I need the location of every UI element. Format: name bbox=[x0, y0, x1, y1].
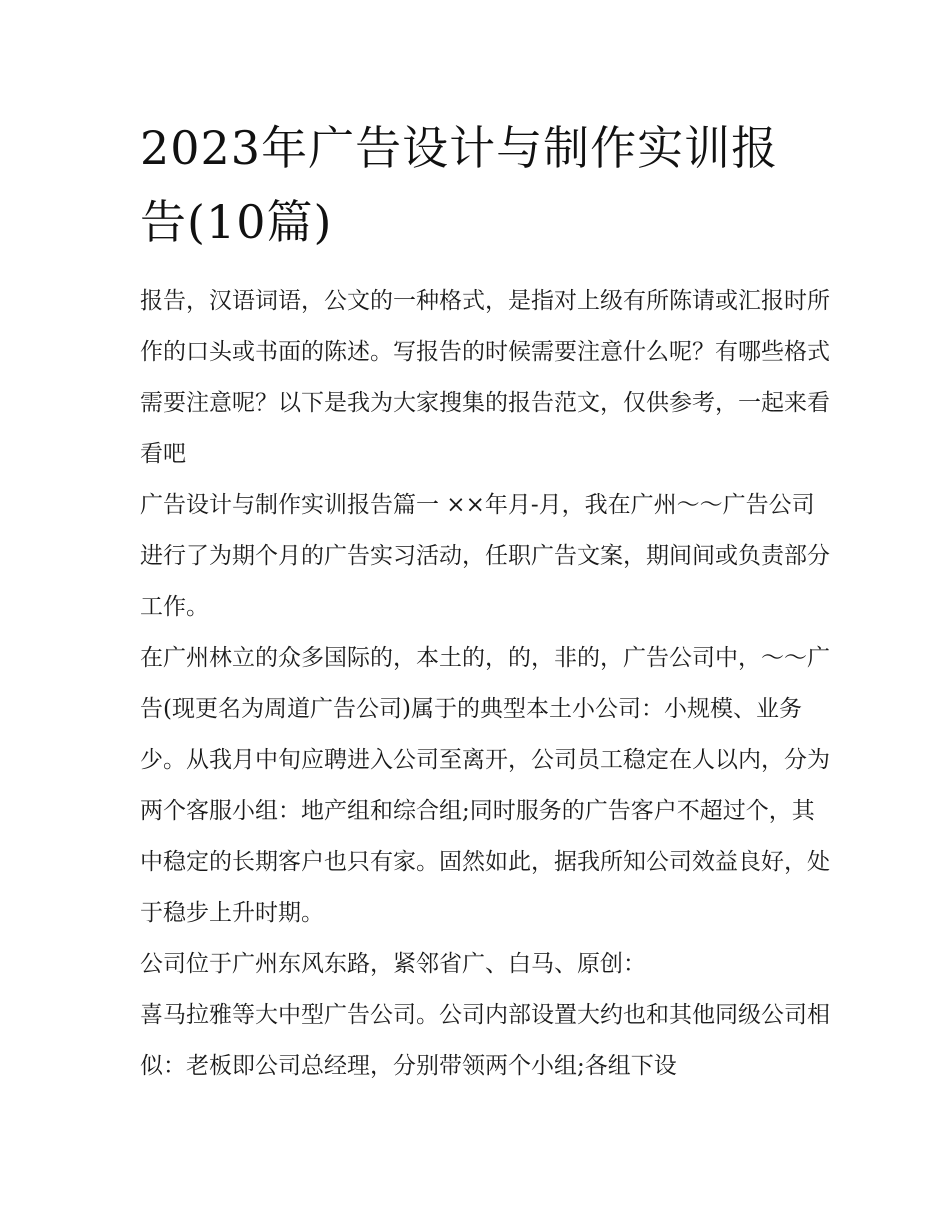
report-paragraph: 广告设计与制作实训报告篇一 ××年月-月，我在广州～～广告公司进行了为期个月的广告实习活动，任职广告文案，期间间或负责部分工作。 bbox=[140, 492, 830, 620]
report-paragraph: 公司位于广州东风东路，紧邻省广、白马、原创： bbox=[140, 951, 646, 977]
document-body bbox=[140, 276, 830, 1092]
report-paragraph: 在广州林立的众多国际的，本土的，的，非的，广告公司中，～～广告(现更名为周道广告公司)属于的典型本土小公司：小规模、业务少。从我月中旬应聘进入公司至离开，公司员工稳定在人以内，分为两个客服小组：地产组和综合组;同时服务的广告客户不超过个，其中稳定的长期客户也只有家。固然如此，据我所知公司效益良好，处于稳步上升时期。 bbox=[140, 645, 830, 926]
intro-paragraph: 报告，汉语词语，公文的一种格式，是指对上级有所陈请或汇报时所作的口头或书面的陈述。写报告的时候需要注意什么呢？有哪些格式需要注意呢？以下是我为大家搜集的报告范文，仅供参考，一起来看看吧 bbox=[140, 288, 830, 467]
report-paragraph: 喜马拉雅等大中型广告公司。公司内部设置大约也和其他同级公司相似：老板即公司总经理，分别带领两个小组;各组下设 bbox=[140, 1002, 830, 1079]
document-title: 2023年广告设计与制作实训报告(10篇) bbox=[140, 121, 779, 249]
